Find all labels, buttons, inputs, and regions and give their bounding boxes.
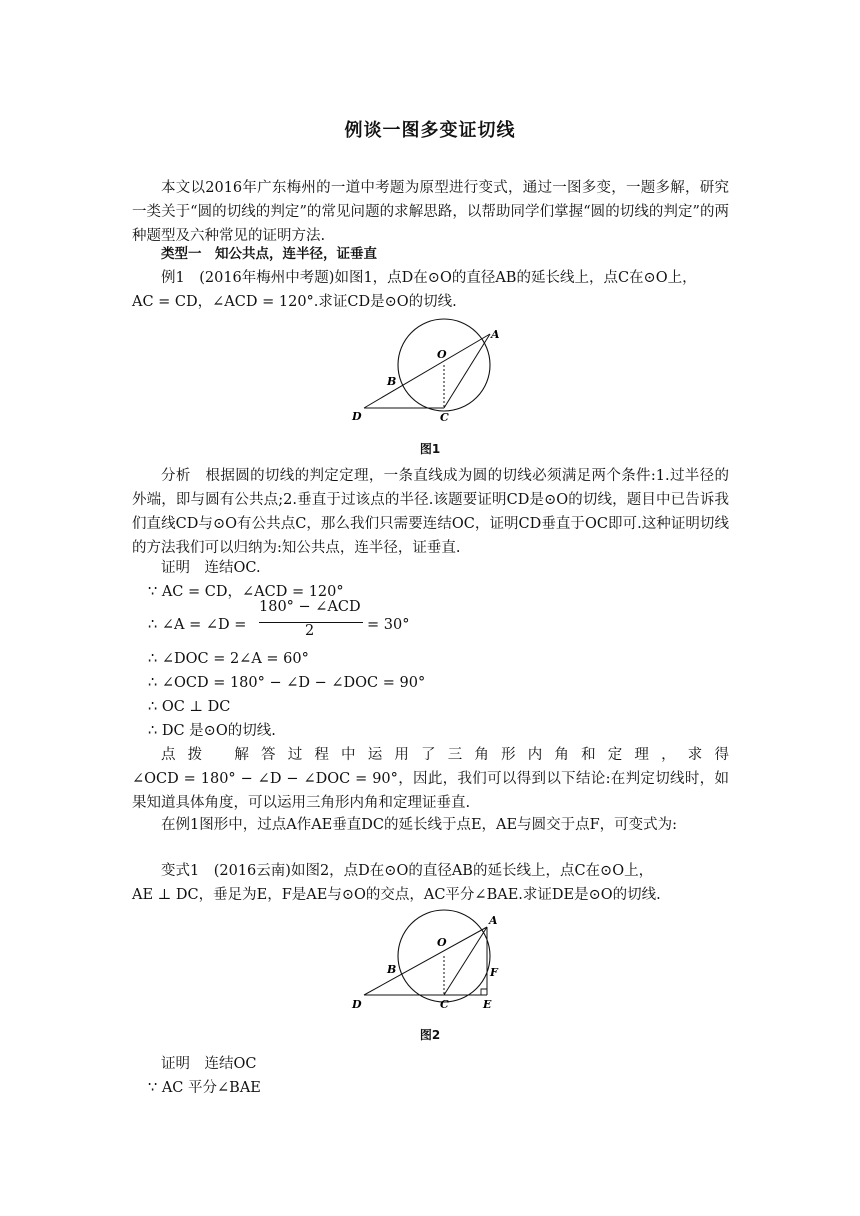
tip-char: 和: [581, 747, 596, 763]
tip-char: 理: [634, 747, 649, 763]
figure-2-diagram: [340, 908, 520, 1018]
proof1-line2-prefix: ∴ ∠A = ∠D =: [148, 617, 247, 633]
fraction-denominator: 2: [305, 623, 315, 639]
tip-char: 用: [394, 747, 409, 763]
fig2-label-o: O: [437, 936, 447, 949]
proof1-line4: ∴ ∠OCD = 180° − ∠D − ∠DOC = 90°: [148, 675, 426, 691]
fig2-label-f: F: [490, 966, 498, 979]
variant1-line1: 变式1 (2016云南)如图2，点D在⊙O的直径AB的延长线上，点C在⊙O上，: [161, 863, 654, 879]
example1-line1: 例1 (2016年梅州中考题)如图1，点D在⊙O的直径AB的延长线上，点C在⊙O上，: [161, 270, 697, 286]
tip-line2: ∠OCD = 180° − ∠D − ∠DOC = 90°，因此，我们可以得到以下结论:在判定切线时，如果知道具体角度，可以运用三角形内角和定理证垂直.: [132, 771, 729, 811]
variant1-line2: AE ⊥ DC，垂足为E，F是AE与⊙O的交点，AC平分∠BAE.求证DE是⊙O的切线.: [132, 887, 661, 903]
tip-char: 得: [714, 747, 729, 763]
fig2-label-c: C: [440, 998, 449, 1011]
proof2-line0: 证明 连结OC: [161, 1056, 257, 1072]
tip-char: 形: [501, 747, 516, 763]
tip-char: 内: [527, 747, 543, 763]
fig1-label-d: D: [352, 410, 362, 423]
fraction-numerator: 180° − ∠ACD: [259, 599, 361, 615]
figure-2-caption: 图2: [419, 1028, 441, 1042]
fig1-label-o: O: [437, 348, 447, 361]
fig2-line-da: [364, 927, 487, 995]
tip-char: 求: [687, 747, 703, 763]
proof1-line5: ∴ OC ⊥ DC: [148, 699, 231, 715]
figure-1-diagram: [340, 318, 520, 430]
tip-char: 运: [367, 747, 383, 763]
fig2-label-a: A: [489, 914, 498, 927]
page-title: 例谈一图多变证切线: [344, 120, 516, 141]
tip-char: 三: [447, 747, 463, 763]
tip-char: 解: [234, 747, 249, 763]
fig1-line-da: [364, 334, 490, 408]
proof1-line0: 证明 连结OC.: [161, 560, 261, 576]
figure-1-caption: 图1: [419, 442, 441, 456]
intro-paragraph: 本文以2016年广东梅州的一道中考题为原型进行变式，通过一图多变，一题多解，研究一类关于“圆的切线的判定”的常见问题的求解思路，以帮助同学们掌握“圆的切线的判定”的两种题型及六种常见的证明方法.: [132, 180, 729, 244]
tip-char: 点: [161, 747, 176, 763]
fig2-label-b: B: [387, 963, 397, 976]
tip-char: 角: [474, 747, 489, 763]
fig2-right-angle-mark: [481, 989, 487, 995]
analysis-paragraph: 分析 根据圆的切线的判定定理，一条直线成为圆的切线必须满足两个条件:1.过半径的外端，即与圆有公共点;2.垂直于过该点的半径.该题要证明CD是⊙O的切线，题目中已告诉我们直线CD与⊙O有公共点C，那么我们只需要连结OC，证明CD垂直于OC即可.这种证明切线的方法我们可以归纳为:知公共点，连半径，证垂直.: [132, 468, 729, 556]
proof2-line1: ∵ AC 平分∠BAE: [148, 1080, 261, 1096]
fig2-label-e: E: [483, 998, 492, 1011]
type1-heading: 类型一 知公共点，连半径，证垂直: [161, 246, 377, 262]
tip-char: 定: [607, 747, 623, 763]
tip-char: 角: [554, 747, 569, 763]
proof1-line6: ∴ DC 是⊙O的切线.: [148, 723, 276, 739]
tip-char: 程: [314, 747, 329, 763]
proof1-line2-suffix: = 30°: [367, 617, 410, 633]
fig1-label-a: A: [491, 328, 500, 341]
transition-paragraph: 在例1图形中，过点A作AE垂直DC的延长线于点E，AE与圆交于点F，可变式为:: [161, 817, 678, 833]
tip-char: 过: [287, 747, 303, 763]
proof1-line1: ∵ AC = CD，∠ACD = 120°: [148, 584, 344, 600]
fig1-label-c: C: [440, 411, 449, 424]
tip-char: ，: [661, 747, 676, 763]
tip-char: 了: [421, 747, 436, 763]
tip-char: 拨: [187, 747, 203, 763]
tip-char: 答: [261, 747, 276, 763]
fig2-label-d: D: [352, 998, 362, 1011]
tip-line1: [161, 743, 729, 767]
proof1-line3: ∴ ∠DOC = 2∠A = 60°: [148, 651, 309, 667]
example1-line2: AC = CD，∠ACD = 120°.求证CD是⊙O的切线.: [132, 294, 457, 310]
fig1-line-ca: [444, 334, 490, 408]
fig1-label-b: B: [387, 375, 397, 388]
tip-char: 中: [341, 747, 356, 763]
